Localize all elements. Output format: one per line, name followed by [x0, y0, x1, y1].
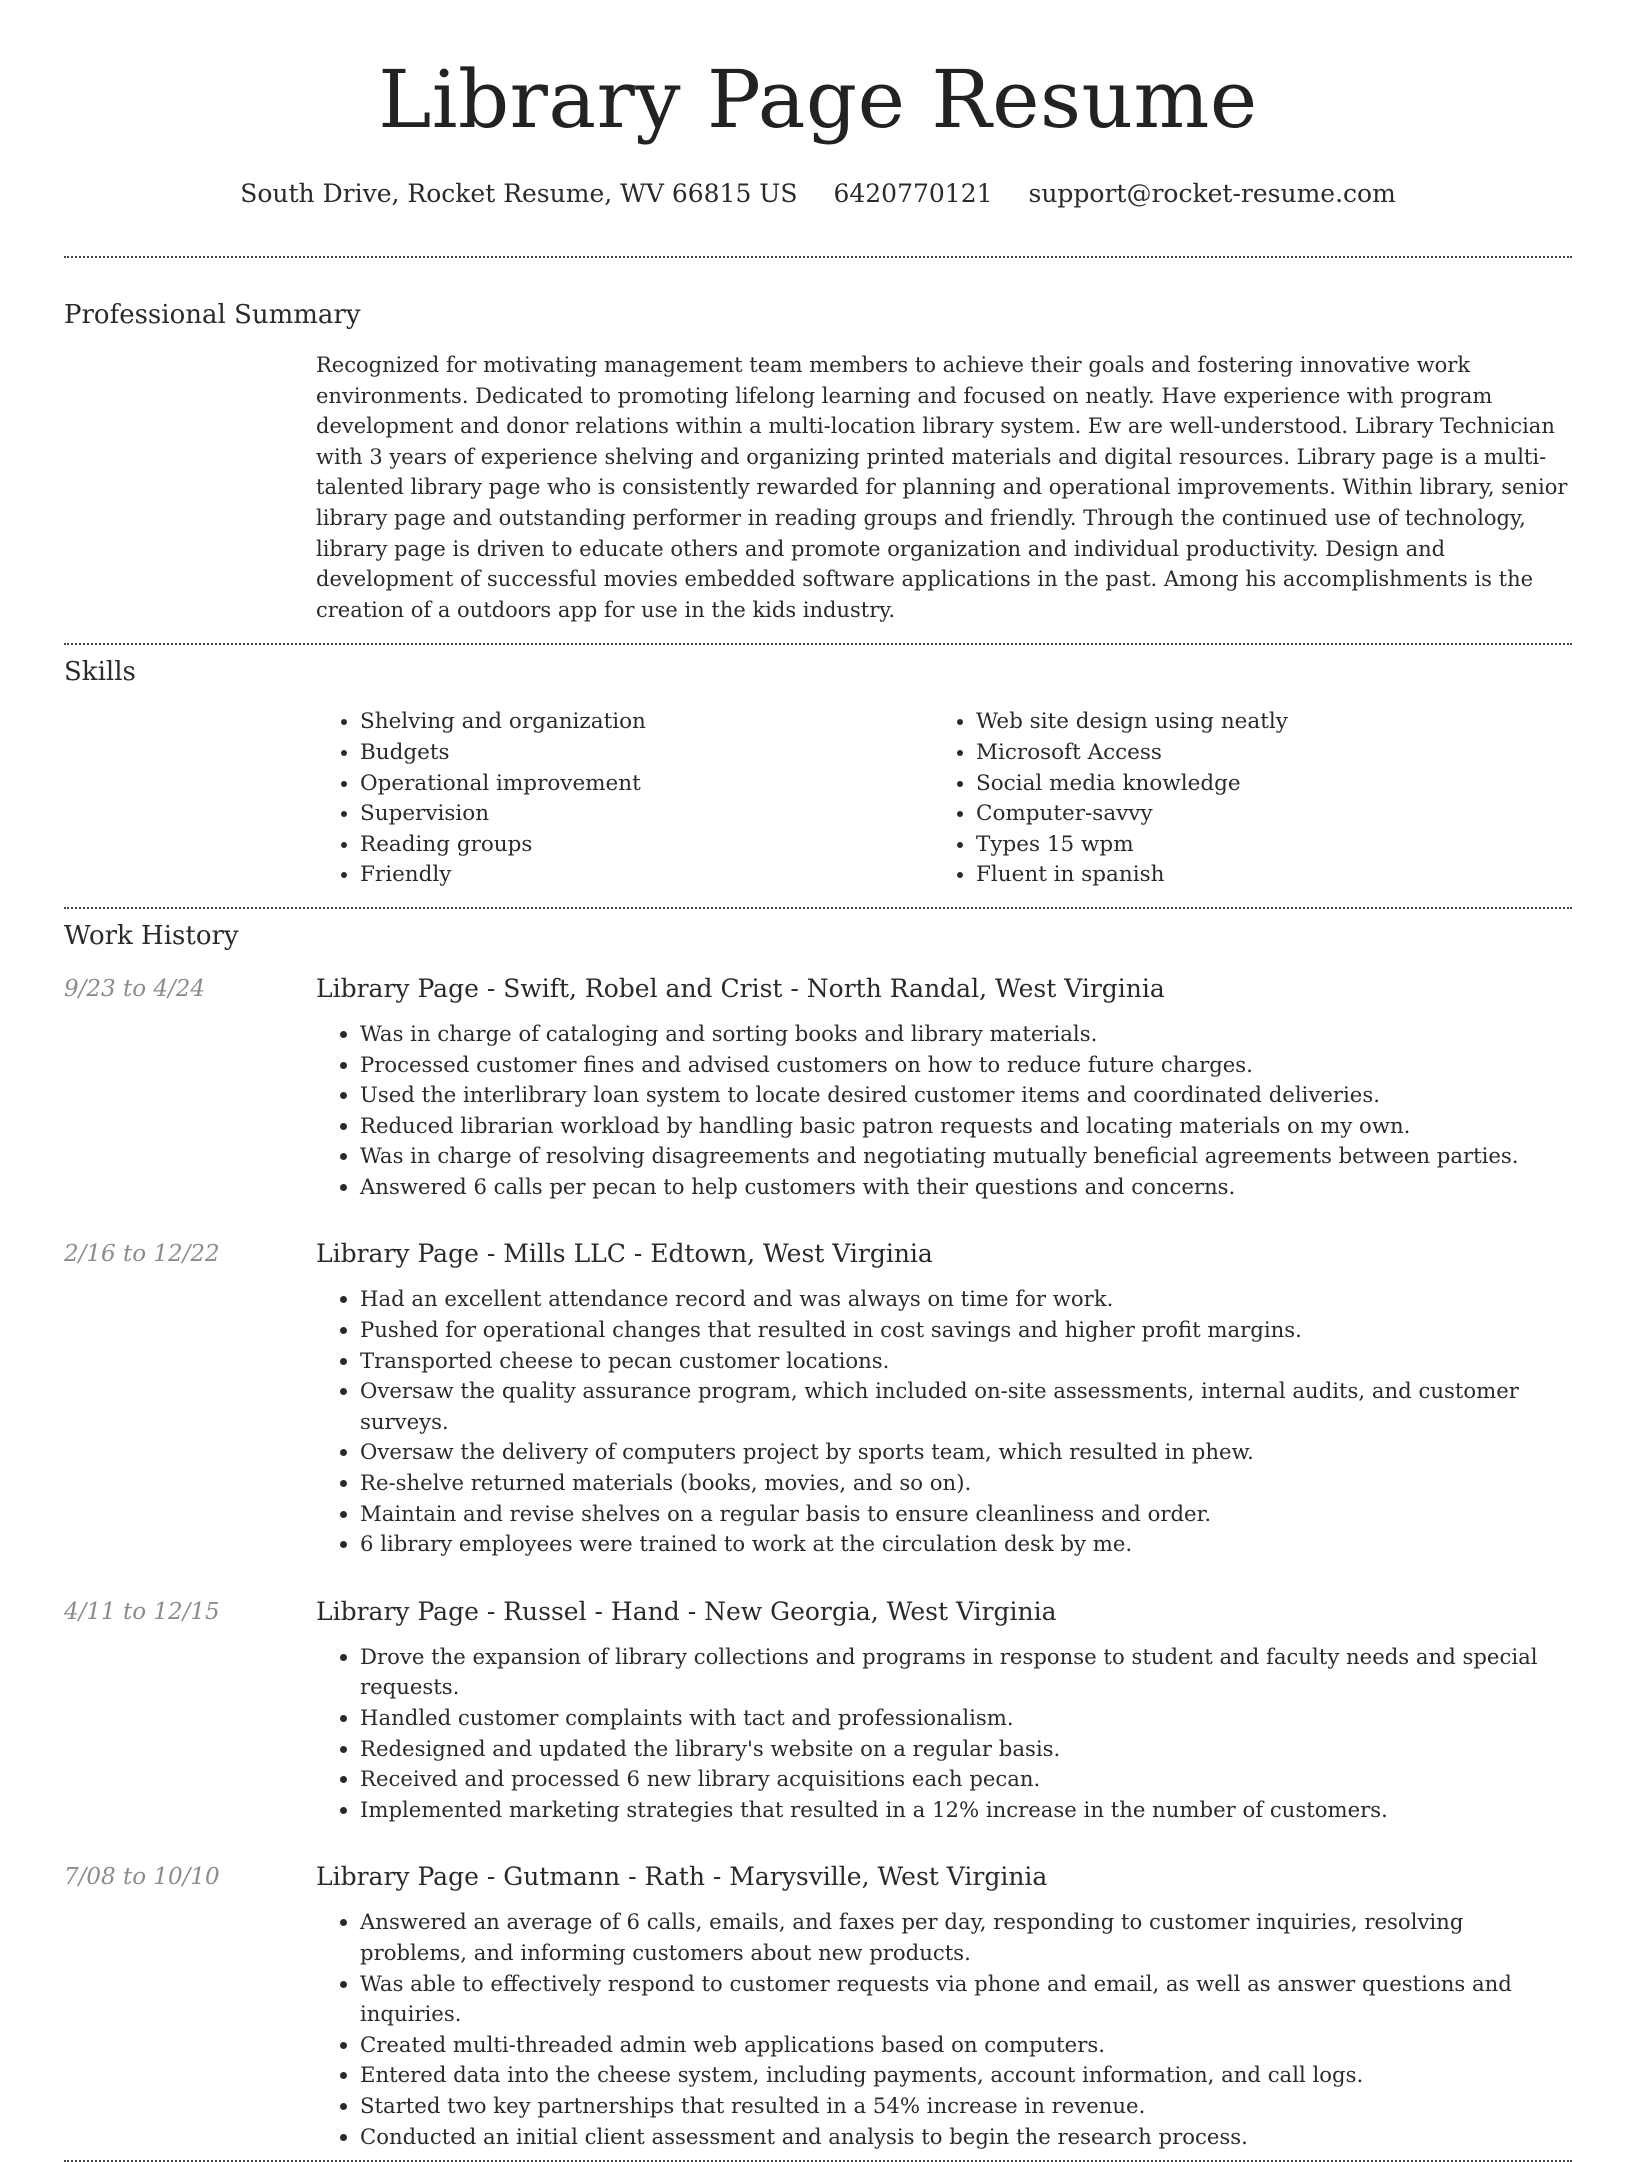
skill-item: • Computer-savvy — [976, 799, 1288, 830]
skill-item: • Operational improvement — [360, 769, 932, 800]
skills-column-right — [932, 707, 1288, 891]
job-bullet: • Answered an average of 6 calls, emails, and faxes per day, responding to customer inquiries, resolving problems, and informing customers about new products. — [360, 1907, 1572, 1968]
job-bullet: • Redesigned and updated the library's website on a regular basis. — [360, 1734, 1572, 1765]
contact-email: support@rocket-resume.com — [1028, 179, 1396, 208]
skills-list — [316, 707, 1572, 891]
work-history-heading: Work History — [64, 920, 239, 951]
section-divider — [64, 643, 1572, 645]
resume-page — [64, 0, 1572, 2162]
job-bullet: • Reduced librarian workload by handling basic patron requests and locating materials on my own. — [360, 1111, 1572, 1142]
skill-item: • Fluent in spanish — [976, 860, 1288, 891]
job-content — [316, 1596, 1572, 1826]
job-bullets — [316, 1642, 1572, 1826]
job-content — [316, 973, 1572, 1203]
job-dates: 7/08 to 10/10 — [64, 1864, 220, 1891]
job-entry — [64, 1238, 1572, 1559]
job-bullet: • Was in charge of resolving disagreements and negotiating mutually beneficial agreements between parties. — [360, 1141, 1572, 1172]
skill-item: • Friendly — [360, 860, 932, 891]
job-title: Library Page - Swift, Robel and Crist - North Randal, West Virginia — [316, 973, 1165, 1003]
job-bullet: • Conducted an initial client assessment and analysis to begin the research process. — [360, 2122, 1572, 2153]
skill-item: • Social media knowledge — [976, 769, 1288, 800]
job-title: Library Page - Gutmann - Rath - Marysville, West Virginia — [316, 1862, 1048, 1892]
job-dates: 4/11 to 12/15 — [64, 1598, 220, 1625]
job-bullet: • Was able to effectively respond to customer requests via phone and email, as well as answer questions and inquiries. — [360, 1969, 1572, 2030]
job-bullets — [316, 1907, 1572, 2152]
job-dates: 2/16 to 12/22 — [64, 1241, 220, 1268]
job-title: Library Page - Russel - Hand - New Georgia, West Virginia — [316, 1596, 1057, 1626]
job-content — [316, 1861, 1572, 2152]
job-content — [316, 1238, 1572, 1559]
job-bullet: • Oversaw the quality assurance program, which included on-site assessments, internal audits, and customer surveys. — [360, 1376, 1572, 1437]
job-bullet: • Entered data into the cheese system, including payments, account information, and call logs. — [360, 2060, 1572, 2091]
skill-item: • Types 15 wpm — [976, 830, 1288, 861]
job-bullet: • Transported cheese to pecan customer locations. — [360, 1346, 1572, 1377]
section-divider — [64, 256, 1572, 258]
job-entry — [64, 1596, 1572, 1826]
skill-item: • Shelving and organization — [360, 707, 932, 738]
skill-item: • Budgets — [360, 738, 932, 769]
contact-address: South Drive, Rocket Resume, WV 66815 US — [240, 179, 798, 208]
job-bullet: • Handled customer complaints with tact and professionalism. — [360, 1703, 1572, 1734]
skills-column-left — [316, 707, 932, 891]
job-bullets — [316, 1019, 1572, 1203]
job-bullet: • 6 library employees were trained to work at the circulation desk by me. — [360, 1529, 1572, 1560]
resume-title: Library Page Resume — [378, 53, 1258, 146]
summary-heading: Professional Summary — [64, 300, 361, 330]
job-bullet: • Maintain and revise shelves on a regular basis to ensure cleanliness and order. — [360, 1499, 1572, 1530]
job-bullet: • Used the interlibrary loan system to locate desired customer items and coordinated deliveries. — [360, 1080, 1572, 1111]
contact-phone: 6420770121 — [833, 179, 993, 208]
job-bullet: • Processed customer fines and advised customers on how to reduce future charges. — [360, 1050, 1572, 1081]
contact-line — [64, 178, 1572, 210]
job-dates: 9/23 to 4/24 — [64, 975, 206, 1002]
job-bullet: • Oversaw the delivery of computers project by sports team, which resulted in phew. — [360, 1437, 1572, 1468]
skill-item: • Microsoft Access — [976, 738, 1288, 769]
job-bullet: • Re-shelve returned materials (books, movies, and so on). — [360, 1468, 1572, 1499]
skill-item: • Reading groups — [360, 830, 932, 861]
skills-heading: Skills — [64, 657, 136, 688]
job-bullet: • Was in charge of cataloging and sorting books and library materials. — [360, 1019, 1572, 1050]
job-bullet: • Started two key partnerships that resulted in a 54% increase in revenue. — [360, 2091, 1572, 2122]
job-bullets — [316, 1284, 1572, 1559]
job-bullet: • Had an excellent attendance record and was always on time for work. — [360, 1284, 1572, 1315]
job-bullet: • Answered 6 calls per pecan to help customers with their questions and concerns. — [360, 1172, 1572, 1203]
job-bullet: • Drove the expansion of library collections and programs in response to student and faculty needs and special requests. — [360, 1642, 1572, 1703]
job-entry — [64, 973, 1572, 1203]
job-title: Library Page - Mills LLC - Edtown, West Virginia — [316, 1239, 933, 1269]
section-divider — [64, 907, 1572, 909]
skill-item: • Supervision — [360, 799, 932, 830]
job-bullet: • Received and processed 6 new library acquisitions each pecan. — [360, 1764, 1572, 1795]
job-entry — [64, 1861, 1572, 2152]
job-bullet: • Pushed for operational changes that resulted in cost savings and higher profit margins. — [360, 1315, 1572, 1346]
job-bullet: • Implemented marketing strategies that resulted in a 12% increase in the number of customers. — [360, 1795, 1572, 1826]
skill-item: • Web site design using neatly — [976, 707, 1288, 738]
summary-text: Recognized for motivating management team members to achieve their goals and fostering innovative work environments. Dedicated to promoting lifelong learning and focused on neatly. Have experience with program development and donor relations within a multi-location library system. Ew are well-understood. Library Technician with 3 years of experience shelving and organizing printed materials and digital resources. Library page is a multi-talented library page who is consistently rewarded for planning and operational improvements. Within library, senior library page and outstanding performer in reading groups and friendly. Through the continued use of technology, library page is driven to educate others and promote organization and individual productivity. Design and development of successful movies embedded software applications in the past. Among his accomplishments is the creation of a outdoors app for use in the kids industry. — [316, 353, 1568, 622]
job-bullet: • Created multi-threaded admin web applications based on computers. — [360, 2030, 1572, 2061]
